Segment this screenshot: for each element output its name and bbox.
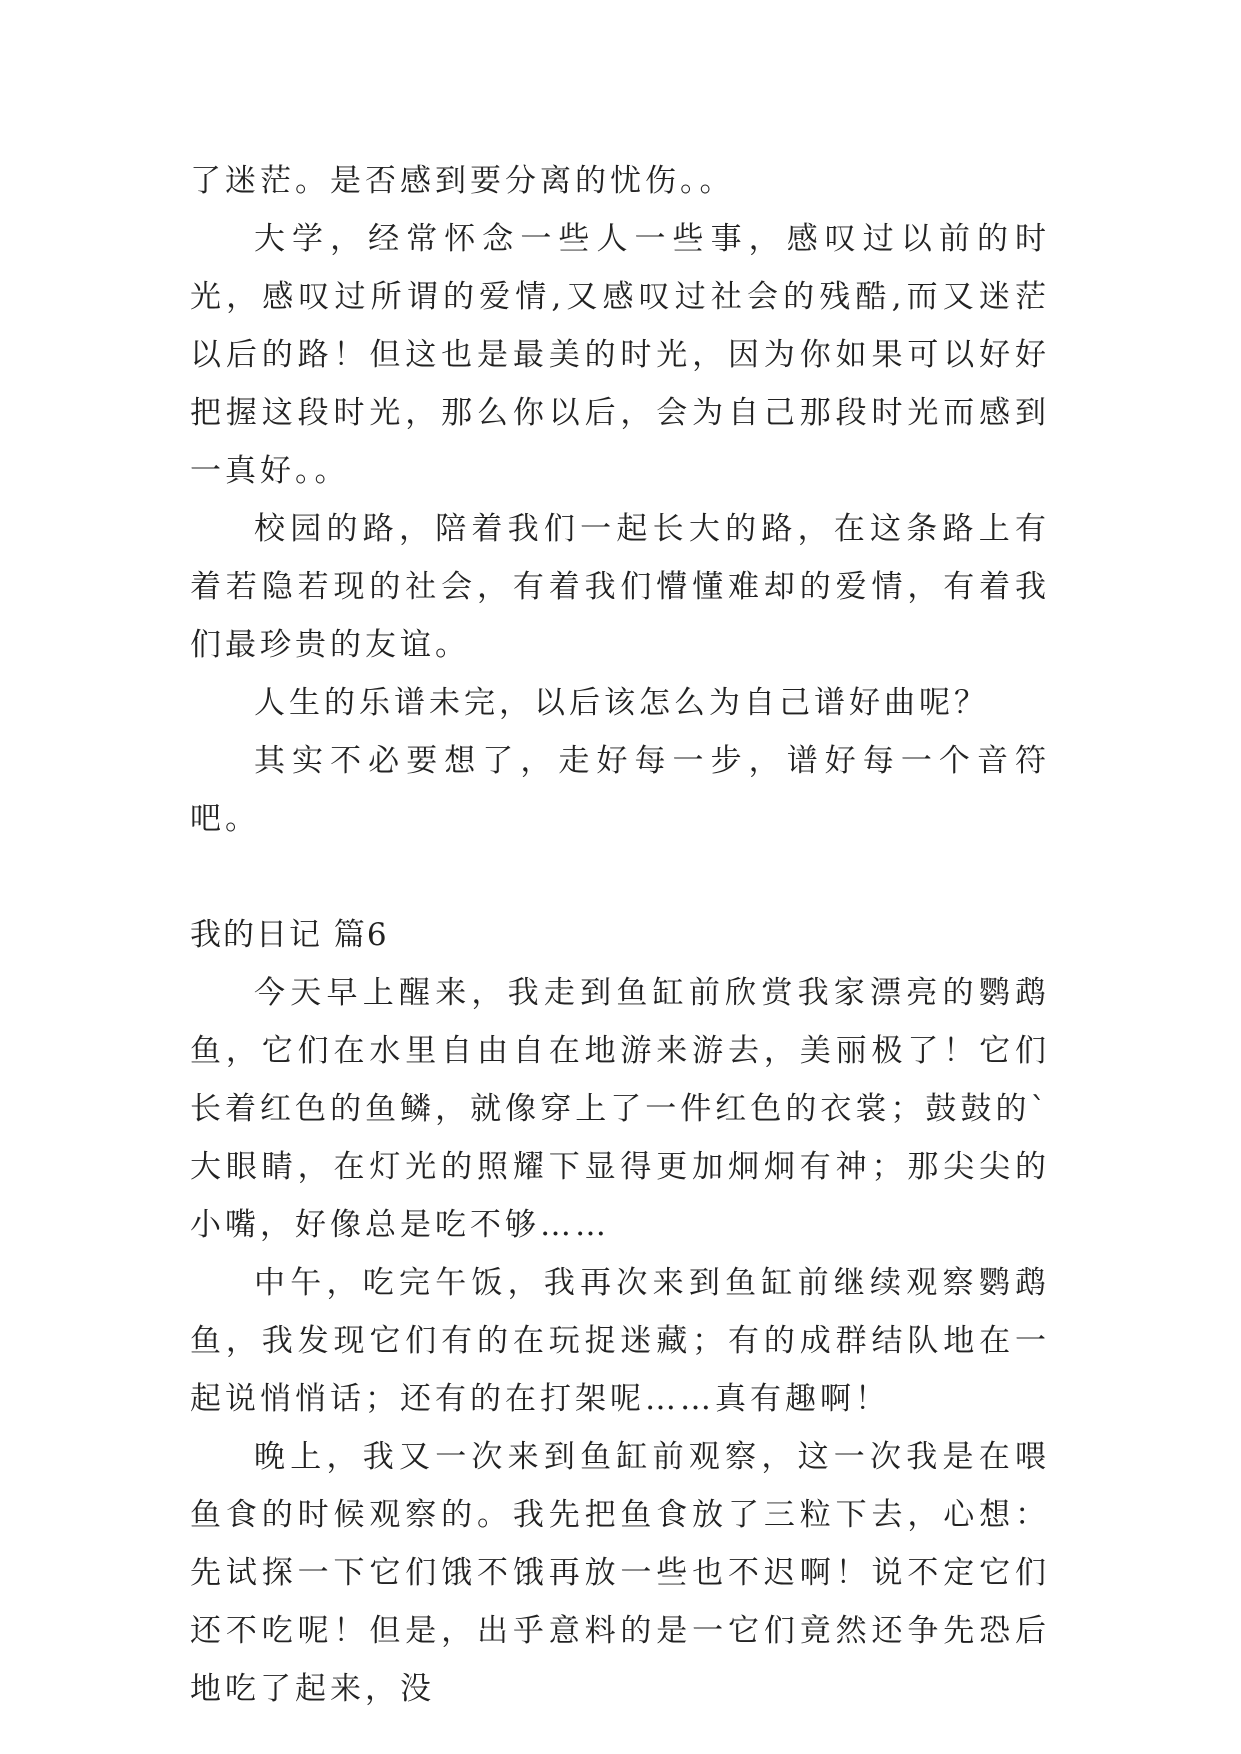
paragraph: 晚上，我又一次来到鱼缸前观察，这一次我是在喂鱼食的时候观察的。我先把鱼食放了三粒下去，心想：先试探一下它们饿不饿再放一些也不迟啊！说不定它们还不吃呢！但是，出乎意料的是一它们竟然还争先恐后地吃了起来，没 [190, 1439, 1050, 1707]
paragraph: 其实不必要想了，走好每一步，谱好每一个音符吧。 [190, 743, 1050, 837]
paragraph: 校园的路，陪着我们一起长大的路，在这条路上有着若隐若现的社会，有着我们懵懂难却的爱情，有着我们最珍贵的友谊。 [190, 511, 1050, 663]
document-body [190, 152, 1050, 1718]
paragraph: 大学，经常怀念一些人一些事，感叹过以前的时光，感叹过所谓的爱情,又感叹过社会的残酷,而又迷茫以后的路！但这也是最美的时光，因为你如果可以好好把握这段时光，那么你以后，会为自己那段时光而感到一真好。。 [190, 221, 1050, 489]
paragraph: 今天早上醒来，我走到鱼缸前欣赏我家漂亮的鹦鹉鱼，它们在水里自由自在地游来游去，美丽极了！它们长着红色的鱼鳞，就像穿上了一件红色的衣裳；鼓鼓的`大眼睛，在灯光的照耀下显得更加炯炯有神；那尖尖的小嘴，好像总是吃不够…… [190, 975, 1050, 1243]
section-title: 我的日记 篇6 [190, 917, 389, 953]
paragraph: 了迷茫。是否感到要分离的忧伤。。 [190, 163, 735, 199]
paragraph: 人生的乐谱未完，以后该怎么为自己谱好曲呢？ [254, 685, 989, 721]
paragraph: 中午，吃完午饭，我再次来到鱼缸前继续观察鹦鹉鱼，我发现它们有的在玩捉迷藏；有的成群结队地在一起说悄悄话；还有的在打架呢……真有趣啊！ [190, 1265, 1050, 1417]
